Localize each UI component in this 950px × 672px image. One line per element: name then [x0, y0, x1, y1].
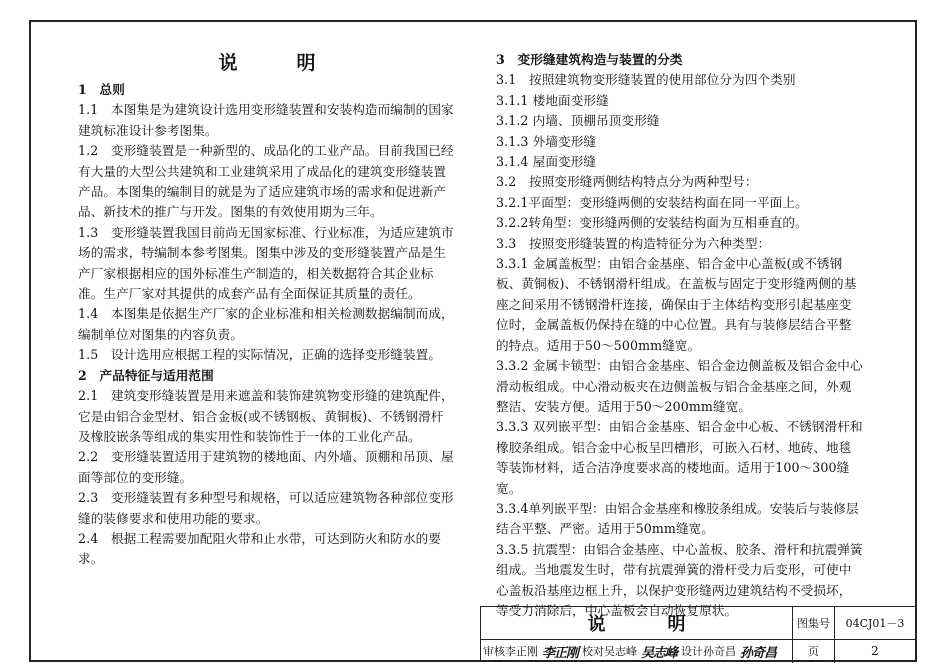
paragraph: 1.5 设计选用应根据工程的实际情况，正确的选择变形缝装置。: [78, 347, 442, 363]
reviewer-signature: 李正刚: [542, 645, 579, 661]
paragraph: 3.2.2转角型：变形缝两侧的安装结构面为互相垂直的。: [496, 215, 808, 231]
paragraph: 2.2 变形缝装置适用于建筑物的楼地面、内外墙、顶棚和吊顶、屋面等部位的变形缝。: [78, 449, 454, 485]
paragraph: 3.1.1 楼地面变形缝: [496, 92, 609, 108]
designer-signature: 孙奇昌: [740, 645, 777, 661]
left-column: [78, 50, 456, 570]
paragraph: 3.2 按照变形缝两侧结构特点分为两种型号：: [496, 174, 758, 190]
left-column-body: [78, 80, 456, 570]
signature-row: [481, 639, 793, 663]
page-label: 页: [793, 639, 835, 663]
section-heading: 3 变形缝建筑构造与装置的分类: [496, 52, 683, 67]
paragraph: 3.1.4 屋面变形缝: [496, 154, 597, 170]
paragraph: 3.1 按照建筑物变形缝装置的使用部位分为四个类别: [496, 72, 796, 88]
paragraph: 3.3.3 双列嵌平型：由铝合金基座、铝合金中心板、不锈钢滑杆和橡胶条组成。铝合金中心板呈凹槽形，可嵌入石材、地砖、地毯等装饰材料，适合洁净度要求高的楼地面。适用于100～300缝宽。: [496, 419, 863, 496]
paragraph: 2.1 建筑变形缝装置是用来遮盖和装饰建筑物变形缝的建筑配件，它是由铝合金型材、铝合金板(或不锈钢板、黄铜板)、不锈钢滑杆及橡胶嵌条等组成的集实用性和装饰性于一体的工业化产品。: [78, 388, 454, 444]
page-number: 2: [871, 644, 879, 658]
section-heading: 1 总则: [78, 82, 125, 97]
paragraph: 3.3.5 抗震型：由铝合金基座、中心盖板、胶条、滑杆和抗震弹簧组成。当地震发生时，带有抗震弹簧的滑杆受力后变形，可使中心盖板沿基座边框上升，以保护变形缝两边建筑结构不受损坏，等受力消除后，中心盖板会自动恢复原状。: [496, 541, 863, 618]
right-column: [496, 50, 864, 621]
paragraph: 1.4 本图集是依据生产厂家的企业标准和相关检测数据编制而成，编制单位对图集的内容负责。: [78, 306, 454, 342]
atlas-number-label: 图集号: [793, 607, 835, 639]
design-label: 设计: [681, 645, 704, 658]
page-title: 说 明: [218, 52, 336, 74]
paragraph: 3.1.3 外墙变形缝: [496, 133, 597, 149]
title-block-row-bottom: [481, 639, 917, 663]
checker-signature: 吴志峰: [641, 645, 678, 661]
review-label: 审核: [483, 645, 505, 658]
paragraph: 2.4 根据工程需要加配阻火带和止水带，可达到防火和防水的要求。: [78, 530, 442, 567]
checker-name: 吴志峰: [604, 645, 638, 658]
paragraph: 1.2 变形缝装置是一种新型的、成品化的工业产品。目前我国已经有大量的大型公共建筑和工业建筑采用了成品化的建筑变形缝装置产品。本图集的编制目的就是为了适应建筑市场的需求和促进新产品、新技术的推广与开发。图集的有效使用期为三年。: [78, 143, 454, 220]
section-heading: 2 产品特征与适用范围: [78, 367, 214, 383]
designer-name: 孙奇昌: [703, 645, 737, 658]
atlas-number: 04CJ01－3: [845, 617, 905, 630]
paragraph: 2.3 变形缝装置有多种型号和规格，可以适应建筑物各种部位变形缝的装修要求和使用功能的要求。: [78, 490, 454, 526]
right-column-body: [496, 50, 864, 621]
paragraph: 1.1 本图集是为建筑设计选用变形缝装置和安装构造而编制的国家建筑标准设计参考图集。: [78, 102, 454, 138]
title-block-title: 说 明: [481, 607, 793, 639]
reviewer-name: 李正刚: [505, 645, 538, 658]
paragraph: 3.3.4单列嵌平型：由铝合金基座和橡胶条组成。安装后与装修层结合平整、严密。适用于50mm缝宽。: [496, 500, 859, 537]
paragraph: 3.3 按照变形缝装置的构造特征分为六种类型：: [496, 235, 771, 251]
title-block-row-top: [481, 607, 917, 640]
paragraph: 1.3 变形缝装置我国目前尚无国家标准、行业标准，为适应建筑市场的需求，特编制本参考图集。图集中涉及的变形缝装置产品是生产厂家根据相应的国外标准生产制造的，相关数据符合其企业标准。生产厂家对其提供的成套产品有全面保证其质量的责任。: [78, 224, 454, 302]
paragraph: 3.3.2 金属卡锁型：由铝合金基座、铝合金边侧盖板及铝合金中心滑动板组成。中心滑动板夹在边侧盖板与铝合金基座之间，外观整洁、安装方便。适用于50～200mm缝宽。: [496, 358, 863, 414]
paragraph: 3.3.1 金属盖板型：由铝合金基座、铝合金中心盖板(或不锈钢板、黄铜板)、不锈钢滑杆组成。在盖板与固定于变形缝两侧的基座之间采用不锈钢滑杆连接，确保由于主体结构变形引起基座变位时，金属盖板仍保持在缝的中心位置。具有与装修层结合平整的特点。适用于50～500mm缝宽。: [496, 256, 857, 353]
paragraph: 3.1.2 内墙、顶棚吊顶变形缝: [496, 113, 660, 129]
check-label: 校对: [582, 645, 605, 658]
title-block: [480, 606, 917, 662]
paragraph: 3.2.1平面型：变形缝两侧的安装结构面在同一平面上。: [496, 194, 808, 210]
